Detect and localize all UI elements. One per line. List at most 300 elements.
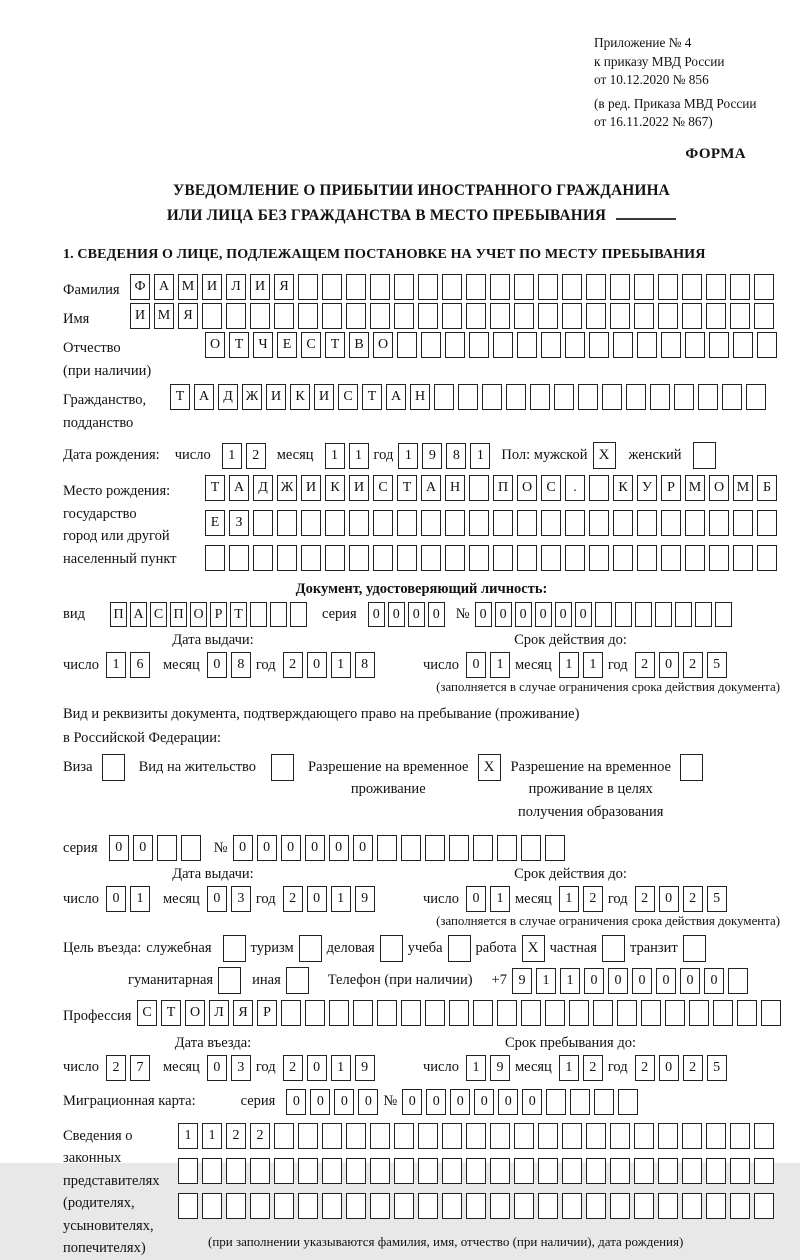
char-cell[interactable]: Н (445, 475, 465, 501)
char-cell[interactable] (733, 510, 753, 536)
char-cell[interactable]: 2 (635, 1055, 655, 1081)
char-cell[interactable]: 1 (490, 652, 510, 678)
char-cell[interactable] (418, 1193, 438, 1219)
char-cell[interactable] (578, 384, 598, 410)
char-cell[interactable]: 0 (286, 1089, 306, 1115)
char-cell[interactable]: Я (274, 274, 294, 300)
char-cell[interactable] (418, 274, 438, 300)
char-cell[interactable] (658, 1158, 678, 1184)
char-cell[interactable]: И (301, 475, 321, 501)
char-cell[interactable]: 5 (707, 1055, 727, 1081)
char-cell[interactable]: И (250, 274, 270, 300)
char-cell[interactable]: 1 (349, 443, 369, 469)
char-cell[interactable] (730, 1123, 750, 1149)
char-cell[interactable] (514, 1158, 534, 1184)
char-cell[interactable]: 0 (402, 1089, 422, 1115)
char-cell[interactable]: 0 (466, 886, 486, 912)
char-cell[interactable]: И (349, 475, 369, 501)
char-cell[interactable]: 9 (355, 886, 375, 912)
char-cell[interactable] (730, 1158, 750, 1184)
char-cell[interactable] (322, 274, 342, 300)
char-cell[interactable] (469, 545, 489, 571)
char-cell[interactable] (562, 1123, 582, 1149)
char-cell[interactable] (655, 602, 672, 627)
char-cell[interactable]: О (185, 1000, 205, 1026)
char-cell[interactable]: 1 (222, 443, 242, 469)
char-cell[interactable] (346, 274, 366, 300)
char-cell[interactable]: 3 (231, 886, 251, 912)
char-cell[interactable] (377, 835, 397, 861)
char-cell[interactable]: 0 (307, 652, 327, 678)
char-cell[interactable] (634, 274, 654, 300)
char-cell[interactable] (497, 1000, 517, 1026)
char-cell[interactable] (565, 510, 585, 536)
char-cell[interactable] (728, 968, 748, 994)
char-cell[interactable] (250, 1158, 270, 1184)
char-cell[interactable]: Т (397, 475, 417, 501)
char-cell[interactable] (226, 1158, 246, 1184)
char-cell[interactable] (709, 510, 729, 536)
char-cell[interactable] (626, 384, 646, 410)
char-cell[interactable] (682, 1123, 702, 1149)
char-cell[interactable] (329, 1000, 349, 1026)
char-cell[interactable]: И (130, 303, 150, 329)
char-cell[interactable]: 1 (470, 443, 490, 469)
char-cell[interactable] (650, 384, 670, 410)
char-cell[interactable]: Т (325, 332, 345, 358)
char-cell[interactable]: 1 (559, 886, 579, 912)
char-cell[interactable] (490, 274, 510, 300)
char-cell[interactable] (610, 1193, 630, 1219)
char-cell[interactable] (178, 1193, 198, 1219)
char-cell[interactable]: 1 (536, 968, 556, 994)
char-cell[interactable]: 9 (512, 968, 532, 994)
char-cell[interactable] (469, 332, 489, 358)
char-cell[interactable] (466, 1193, 486, 1219)
char-cell[interactable] (706, 1158, 726, 1184)
char-cell[interactable] (442, 1158, 462, 1184)
char-cell[interactable]: 0 (408, 602, 425, 627)
char-cell[interactable]: К (325, 475, 345, 501)
char-cell[interactable] (346, 1193, 366, 1219)
char-cell[interactable] (377, 1000, 397, 1026)
char-cell[interactable]: 0 (207, 652, 227, 678)
char-cell[interactable]: Т (205, 475, 225, 501)
char-cell[interactable] (613, 545, 633, 571)
char-cell[interactable] (473, 1000, 493, 1026)
char-cell[interactable]: Ж (277, 475, 297, 501)
char-cell[interactable]: 1 (583, 652, 603, 678)
char-cell[interactable] (394, 1158, 414, 1184)
char-cell[interactable]: А (386, 384, 406, 410)
char-cell[interactable] (274, 1193, 294, 1219)
char-cell[interactable] (370, 303, 390, 329)
char-cell[interactable] (730, 303, 750, 329)
char-cell[interactable]: С (150, 602, 167, 627)
char-cell[interactable] (458, 384, 478, 410)
char-cell[interactable] (661, 332, 681, 358)
char-cell[interactable] (658, 1123, 678, 1149)
char-cell[interactable] (538, 1193, 558, 1219)
char-cell[interactable] (394, 274, 414, 300)
char-cell[interactable] (586, 274, 606, 300)
char-cell[interactable] (370, 1123, 390, 1149)
char-cell[interactable]: 0 (450, 1089, 470, 1115)
char-cell[interactable]: 0 (207, 1055, 227, 1081)
char-cell[interactable] (425, 835, 445, 861)
char-cell[interactable]: Л (209, 1000, 229, 1026)
char-cell[interactable] (250, 1193, 270, 1219)
char-cell[interactable] (394, 303, 414, 329)
char-cell[interactable] (401, 1000, 421, 1026)
char-cell[interactable]: И (314, 384, 334, 410)
char-cell[interactable]: Д (253, 475, 273, 501)
char-cell[interactable]: 0 (358, 1089, 378, 1115)
char-cell[interactable]: С (373, 475, 393, 501)
char-cell[interactable] (610, 1158, 630, 1184)
char-cell[interactable] (658, 274, 678, 300)
char-cell[interactable] (521, 835, 541, 861)
char-cell[interactable] (562, 1158, 582, 1184)
char-cell[interactable]: 0 (608, 968, 628, 994)
char-cell[interactable] (445, 545, 465, 571)
char-cell[interactable] (270, 602, 287, 627)
sex-male-checkbox[interactable]: X (593, 442, 616, 469)
char-cell[interactable]: 0 (632, 968, 652, 994)
char-cell[interactable]: П (110, 602, 127, 627)
char-cell[interactable]: 0 (466, 652, 486, 678)
char-cell[interactable] (466, 274, 486, 300)
char-cell[interactable]: 0 (535, 602, 552, 627)
char-cell[interactable] (757, 510, 777, 536)
char-cell[interactable]: Д (218, 384, 238, 410)
char-cell[interactable]: А (130, 602, 147, 627)
char-cell[interactable] (586, 1193, 606, 1219)
char-cell[interactable] (730, 1193, 750, 1219)
char-cell[interactable]: 0 (329, 835, 349, 861)
char-cell[interactable] (637, 510, 657, 536)
char-cell[interactable]: 0 (475, 602, 492, 627)
char-cell[interactable]: 0 (281, 835, 301, 861)
purpose-business-checkbox[interactable] (380, 935, 403, 962)
char-cell[interactable] (469, 510, 489, 536)
char-cell[interactable] (602, 384, 622, 410)
char-cell[interactable]: 1 (490, 886, 510, 912)
char-cell[interactable] (514, 303, 534, 329)
char-cell[interactable] (661, 510, 681, 536)
char-cell[interactable] (635, 602, 652, 627)
char-cell[interactable]: Т (161, 1000, 181, 1026)
char-cell[interactable]: С (137, 1000, 157, 1026)
char-cell[interactable]: 8 (355, 652, 375, 678)
char-cell[interactable] (298, 303, 318, 329)
char-cell[interactable]: 1 (398, 443, 418, 469)
visa-checkbox[interactable] (102, 754, 125, 781)
char-cell[interactable]: 2 (250, 1123, 270, 1149)
char-cell[interactable] (706, 303, 726, 329)
char-cell[interactable] (709, 545, 729, 571)
char-cell[interactable] (689, 1000, 709, 1026)
char-cell[interactable]: . (565, 475, 585, 501)
char-cell[interactable] (277, 510, 297, 536)
char-cell[interactable]: М (178, 274, 198, 300)
char-cell[interactable] (589, 545, 609, 571)
char-cell[interactable] (538, 274, 558, 300)
char-cell[interactable]: Т (230, 602, 247, 627)
char-cell[interactable]: 2 (635, 652, 655, 678)
char-cell[interactable] (521, 1000, 541, 1026)
char-cell[interactable]: 1 (331, 886, 351, 912)
char-cell[interactable]: 0 (656, 968, 676, 994)
char-cell[interactable]: Я (233, 1000, 253, 1026)
char-cell[interactable]: 0 (109, 835, 129, 861)
temp-residence-checkbox[interactable]: X (478, 754, 501, 781)
char-cell[interactable]: К (290, 384, 310, 410)
char-cell[interactable] (370, 1158, 390, 1184)
char-cell[interactable] (490, 303, 510, 329)
char-cell[interactable]: 1 (466, 1055, 486, 1081)
char-cell[interactable] (202, 1193, 222, 1219)
char-cell[interactable] (226, 1193, 246, 1219)
char-cell[interactable] (490, 1158, 510, 1184)
char-cell[interactable] (370, 1193, 390, 1219)
char-cell[interactable]: 1 (559, 1055, 579, 1081)
char-cell[interactable] (733, 332, 753, 358)
char-cell[interactable] (290, 602, 307, 627)
char-cell[interactable] (506, 384, 526, 410)
char-cell[interactable]: 0 (368, 602, 385, 627)
char-cell[interactable]: 2 (635, 886, 655, 912)
char-cell[interactable] (706, 1193, 726, 1219)
char-cell[interactable] (658, 1193, 678, 1219)
char-cell[interactable] (593, 1000, 613, 1026)
char-cell[interactable] (595, 602, 612, 627)
char-cell[interactable] (445, 332, 465, 358)
char-cell[interactable] (545, 1000, 565, 1026)
char-cell[interactable]: 7 (130, 1055, 150, 1081)
char-cell[interactable]: С (301, 332, 321, 358)
char-cell[interactable]: 5 (707, 652, 727, 678)
char-cell[interactable] (610, 1123, 630, 1149)
char-cell[interactable]: 2 (583, 886, 603, 912)
char-cell[interactable] (274, 303, 294, 329)
purpose-private-checkbox[interactable] (602, 935, 625, 962)
char-cell[interactable] (497, 835, 517, 861)
char-cell[interactable] (517, 332, 537, 358)
char-cell[interactable] (530, 384, 550, 410)
char-cell[interactable]: Т (229, 332, 249, 358)
purpose-study-checkbox[interactable] (448, 935, 471, 962)
char-cell[interactable] (229, 545, 249, 571)
char-cell[interactable] (253, 545, 273, 571)
char-cell[interactable]: П (493, 475, 513, 501)
char-cell[interactable] (641, 1000, 661, 1026)
char-cell[interactable]: 2 (583, 1055, 603, 1081)
char-cell[interactable] (754, 1193, 774, 1219)
char-cell[interactable] (637, 332, 657, 358)
char-cell[interactable] (685, 545, 705, 571)
char-cell[interactable]: 1 (331, 652, 351, 678)
char-cell[interactable]: 8 (446, 443, 466, 469)
char-cell[interactable]: Ч (253, 332, 273, 358)
char-cell[interactable] (538, 1158, 558, 1184)
char-cell[interactable] (514, 274, 534, 300)
char-cell[interactable]: Р (661, 475, 681, 501)
char-cell[interactable] (562, 1193, 582, 1219)
char-cell[interactable]: Н (410, 384, 430, 410)
purpose-transit-checkbox[interactable] (683, 935, 706, 962)
char-cell[interactable] (541, 332, 561, 358)
char-cell[interactable] (397, 510, 417, 536)
char-cell[interactable] (565, 332, 585, 358)
char-cell[interactable]: Ж (242, 384, 262, 410)
char-cell[interactable] (682, 1193, 702, 1219)
char-cell[interactable] (634, 1193, 654, 1219)
char-cell[interactable] (698, 384, 718, 410)
char-cell[interactable] (493, 545, 513, 571)
char-cell[interactable]: 0 (307, 1055, 327, 1081)
char-cell[interactable]: 9 (422, 443, 442, 469)
char-cell[interactable]: 0 (498, 1089, 518, 1115)
purpose-tourism-checkbox[interactable] (299, 935, 322, 962)
char-cell[interactable]: 0 (334, 1089, 354, 1115)
purpose-other-checkbox[interactable] (286, 967, 309, 994)
char-cell[interactable] (322, 303, 342, 329)
char-cell[interactable] (298, 1158, 318, 1184)
char-cell[interactable]: 1 (331, 1055, 351, 1081)
char-cell[interactable]: 0 (307, 886, 327, 912)
temp-residence-edu-checkbox[interactable] (680, 754, 703, 781)
char-cell[interactable]: 0 (522, 1089, 542, 1115)
char-cell[interactable]: О (373, 332, 393, 358)
char-cell[interactable] (695, 602, 712, 627)
char-cell[interactable] (514, 1193, 534, 1219)
char-cell[interactable]: 1 (178, 1123, 198, 1149)
char-cell[interactable]: О (709, 475, 729, 501)
char-cell[interactable]: М (685, 475, 705, 501)
char-cell[interactable]: 2 (283, 1055, 303, 1081)
char-cell[interactable] (202, 1158, 222, 1184)
char-cell[interactable] (466, 1158, 486, 1184)
char-cell[interactable]: С (541, 475, 561, 501)
char-cell[interactable] (746, 384, 766, 410)
char-cell[interactable] (449, 1000, 469, 1026)
char-cell[interactable]: 0 (388, 602, 405, 627)
char-cell[interactable] (569, 1000, 589, 1026)
sex-female-checkbox[interactable] (693, 442, 716, 469)
char-cell[interactable]: О (190, 602, 207, 627)
char-cell[interactable]: М (154, 303, 174, 329)
char-cell[interactable] (473, 835, 493, 861)
char-cell[interactable]: 0 (474, 1089, 494, 1115)
char-cell[interactable]: 0 (310, 1089, 330, 1115)
char-cell[interactable]: Л (226, 274, 246, 300)
char-cell[interactable]: 2 (226, 1123, 246, 1149)
char-cell[interactable] (586, 1123, 606, 1149)
char-cell[interactable]: 0 (495, 602, 512, 627)
char-cell[interactable] (301, 510, 321, 536)
char-cell[interactable]: 2 (683, 1055, 703, 1081)
char-cell[interactable] (586, 303, 606, 329)
char-cell[interactable] (445, 510, 465, 536)
char-cell[interactable] (675, 602, 692, 627)
char-cell[interactable] (466, 1123, 486, 1149)
char-cell[interactable]: 8 (231, 652, 251, 678)
char-cell[interactable] (442, 1193, 462, 1219)
char-cell[interactable] (538, 1123, 558, 1149)
char-cell[interactable]: А (421, 475, 441, 501)
char-cell[interactable] (178, 1158, 198, 1184)
char-cell[interactable] (615, 602, 632, 627)
char-cell[interactable] (754, 1158, 774, 1184)
char-cell[interactable] (757, 332, 777, 358)
char-cell[interactable] (281, 1000, 301, 1026)
char-cell[interactable]: 0 (428, 602, 445, 627)
char-cell[interactable] (737, 1000, 757, 1026)
char-cell[interactable] (425, 1000, 445, 1026)
residence-permit-checkbox[interactable] (271, 754, 294, 781)
char-cell[interactable]: 0 (257, 835, 277, 861)
char-cell[interactable] (546, 1089, 566, 1115)
purpose-official-checkbox[interactable] (223, 935, 246, 962)
char-cell[interactable] (589, 510, 609, 536)
char-cell[interactable] (665, 1000, 685, 1026)
char-cell[interactable]: С (338, 384, 358, 410)
char-cell[interactable] (205, 545, 225, 571)
char-cell[interactable] (613, 510, 633, 536)
char-cell[interactable] (674, 384, 694, 410)
char-cell[interactable] (421, 510, 441, 536)
char-cell[interactable] (322, 1158, 342, 1184)
char-cell[interactable]: 1 (560, 968, 580, 994)
char-cell[interactable] (594, 1089, 614, 1115)
char-cell[interactable]: 1 (202, 1123, 222, 1149)
char-cell[interactable]: А (194, 384, 214, 410)
char-cell[interactable] (618, 1089, 638, 1115)
char-cell[interactable] (682, 1158, 702, 1184)
char-cell[interactable] (706, 274, 726, 300)
char-cell[interactable] (685, 510, 705, 536)
char-cell[interactable] (589, 332, 609, 358)
char-cell[interactable] (634, 1158, 654, 1184)
purpose-humanitarian-checkbox[interactable] (218, 967, 241, 994)
char-cell[interactable] (610, 303, 630, 329)
char-cell[interactable] (394, 1193, 414, 1219)
char-cell[interactable] (298, 1193, 318, 1219)
char-cell[interactable] (713, 1000, 733, 1026)
char-cell[interactable]: О (517, 475, 537, 501)
char-cell[interactable] (517, 510, 537, 536)
char-cell[interactable]: И (202, 274, 222, 300)
char-cell[interactable]: Р (210, 602, 227, 627)
char-cell[interactable]: 9 (355, 1055, 375, 1081)
char-cell[interactable] (325, 545, 345, 571)
char-cell[interactable] (202, 303, 222, 329)
char-cell[interactable]: 0 (106, 886, 126, 912)
char-cell[interactable] (538, 303, 558, 329)
char-cell[interactable] (298, 274, 318, 300)
char-cell[interactable] (442, 303, 462, 329)
char-cell[interactable]: 1 (559, 652, 579, 678)
char-cell[interactable]: У (637, 475, 657, 501)
char-cell[interactable]: 6 (130, 652, 150, 678)
char-cell[interactable] (706, 1123, 726, 1149)
char-cell[interactable]: 0 (555, 602, 572, 627)
char-cell[interactable] (466, 303, 486, 329)
char-cell[interactable] (181, 835, 201, 861)
char-cell[interactable]: 5 (707, 886, 727, 912)
char-cell[interactable] (394, 1123, 414, 1149)
